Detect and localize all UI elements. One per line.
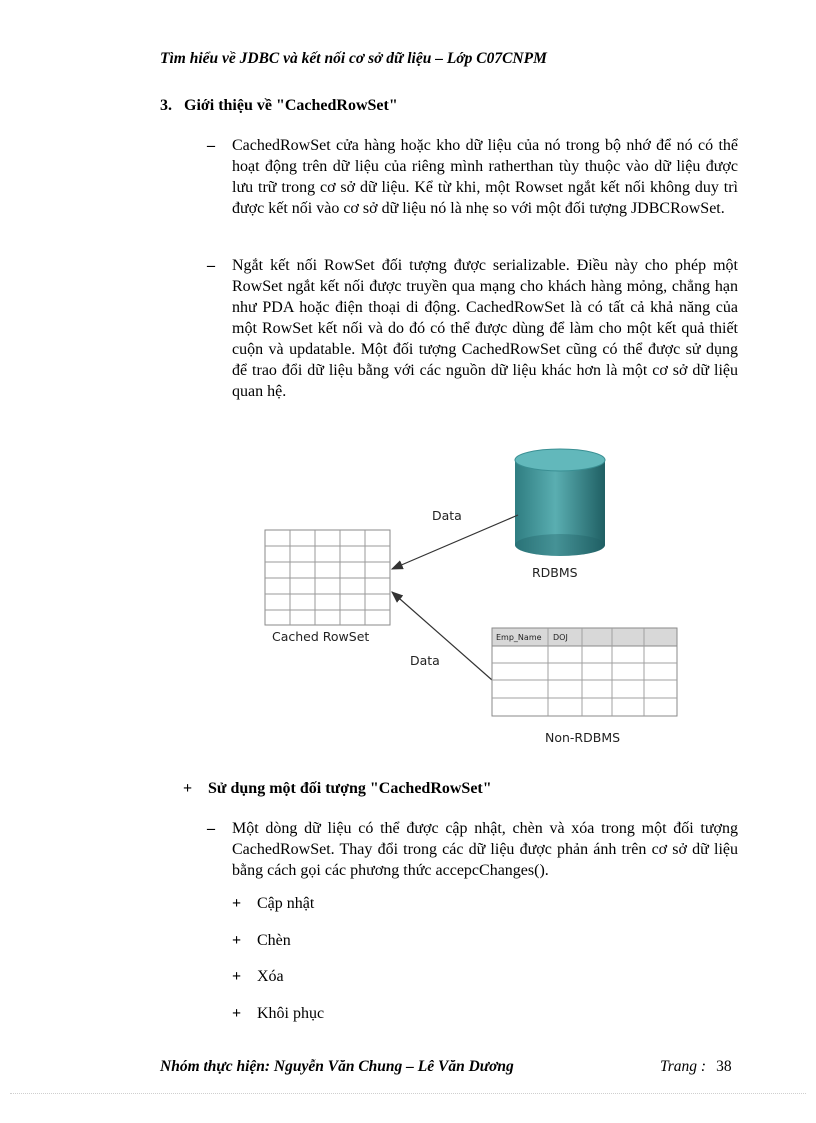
cached-rowset-grid: [265, 530, 390, 625]
table-header-emp-name: Emp_Name: [496, 633, 542, 642]
paragraph-cachedrowset-storage: [207, 135, 738, 219]
section-heading: [160, 97, 398, 115]
list-item-label: Chèn: [257, 932, 291, 949]
data-label-top: Data: [432, 508, 462, 523]
list-item-label: Khôi phục: [257, 1005, 325, 1022]
list-item-label: Xóa: [257, 968, 284, 985]
arrow-rdbms-to-rowset: [392, 515, 518, 569]
page-header: Tìm hiểu về JDBC và kết nối cơ sở dữ liệu – Lớp C07CNPM: [160, 50, 547, 67]
dash-bullet: –: [207, 137, 215, 154]
page-divider: [10, 1093, 806, 1094]
page-label: Trang :: [660, 1058, 707, 1075]
list-item-delete: [232, 968, 284, 986]
dash-bullet: –: [207, 820, 215, 837]
paragraph-serializable: [207, 255, 738, 402]
rdbms-database-icon: [515, 449, 605, 556]
cached-rowset-label: Cached RowSet: [272, 629, 370, 644]
non-rdbms-label: Non-RDBMS: [545, 730, 621, 745]
paragraph-text: Ngắt kết nối RowSet đối tượng được serializable. Điều này cho phép một RowSet ngắt kết nối được truyền qua mạng cho khách hàng mỏng, chẳng hạn như PDA hoặc điện thoại di động. CachedRowSet là có tất cả khả năng của một RowSet kết nối và do đó có thể được dùng để làm cho một kết quả thiết cuộn và updatable. Một đối tượng CachedRowSet cũng có thể được sử dụng để trao đổi dữ liệu bằng với các nguồn dữ liệu khác hơn là một cơ sở dữ liệu quan hệ.: [232, 257, 738, 400]
usage-heading: [183, 780, 492, 798]
table-header-doj: DOJ: [553, 633, 568, 642]
footer-authors: Nhóm thực hiện: Nguyễn Văn Chung – Lê Văn Dương: [160, 1058, 514, 1075]
paragraph-text: Một dòng dữ liệu có thể được cập nhật, chèn và xóa trong một đối tượng CachedRowSet. Thay đổi trong các dữ liệu được phản ánh trên cơ sở dữ liệu bằng cách gọi các phương thức accepcChanges().: [232, 820, 738, 879]
list-item-insert: [232, 932, 291, 950]
paragraph-text: CachedRowSet cửa hàng hoặc kho dữ liệu của nó trong bộ nhớ để nó có thể hoạt động trên dữ liệu của riêng mình ratherthan tùy thuộc vào dữ liệu được lưu trữ trong cơ sở dữ liệu. Kể từ khi, một Rowset ngắt kết nối không duy trì được kết nối vào cơ sở dữ liệu nó là nhẹ so với một đối tượng JDBCRowSet.: [232, 137, 738, 217]
list-item-update: [232, 895, 314, 913]
footer-page: [660, 1058, 732, 1076]
usage-title: Sử dụng một đối tượng "CachedRowSet": [208, 780, 492, 797]
dash-bullet: –: [207, 257, 215, 274]
plus-bullet: +: [232, 1005, 242, 1022]
plus-bullet: +: [232, 932, 242, 949]
section-number: 3.: [160, 97, 172, 114]
section-title: Giới thiệu về "CachedRowSet": [184, 97, 398, 114]
rdbms-label: RDBMS: [532, 565, 578, 580]
data-label-bottom: Data: [410, 653, 440, 668]
paragraph-usage: [207, 818, 738, 881]
arrow-nonrdbms-to-rowset: [392, 592, 492, 680]
cachedrowset-diagram: [240, 440, 700, 750]
list-item-restore: [232, 1005, 324, 1023]
plus-bullet: +: [232, 968, 242, 985]
plus-bullet: +: [232, 895, 242, 912]
plus-bullet: +: [183, 780, 193, 797]
page-number: 38: [716, 1058, 732, 1075]
list-item-label: Cập nhật: [257, 895, 315, 912]
